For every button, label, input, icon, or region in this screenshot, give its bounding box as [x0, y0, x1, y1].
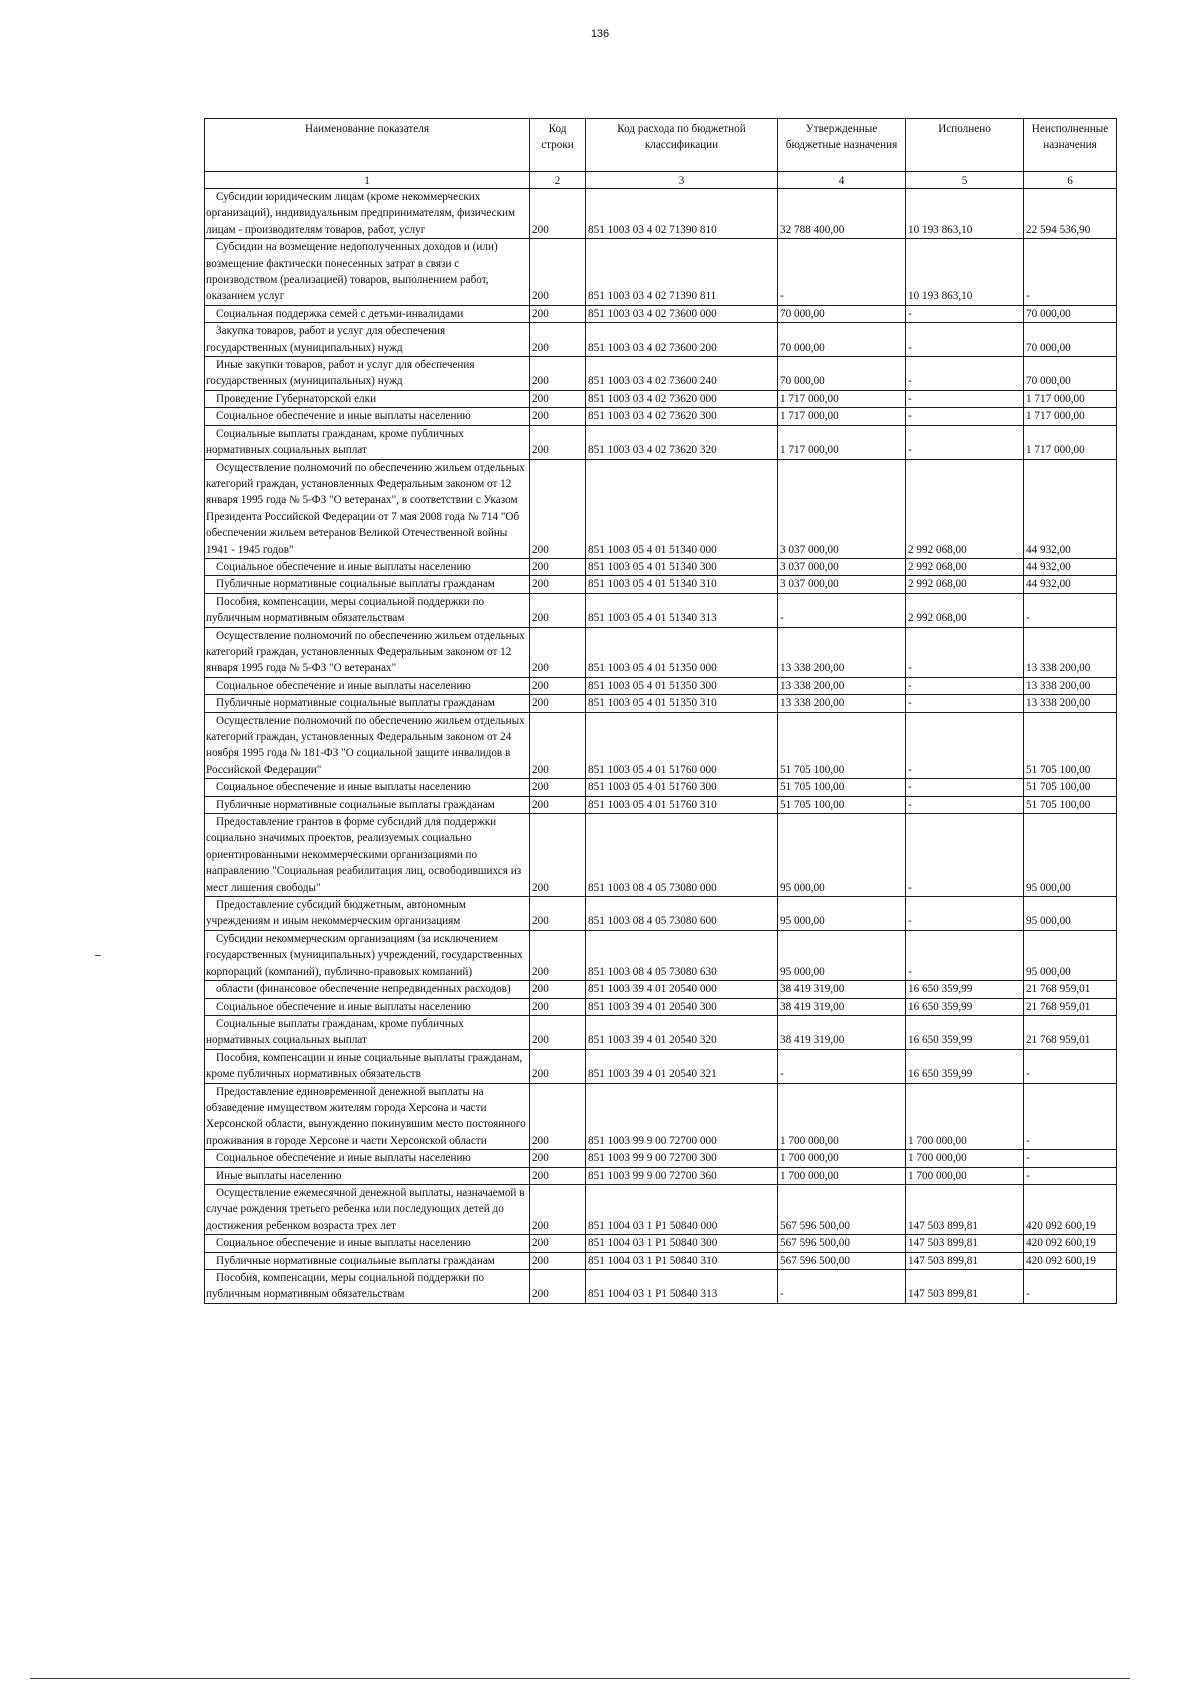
cell-unexecuted: 51 705 100,00 — [1024, 779, 1117, 796]
table-row — [205, 897, 1117, 931]
cell-approved: 1 717 000,00 — [778, 425, 906, 459]
table-row — [205, 998, 1117, 1015]
cell-approved: 3 037 000,00 — [778, 576, 906, 593]
cell-indicator-name: Предоставление субсидий бюджетным, автономным учреждениям и иным некоммерческим организациям — [205, 897, 530, 931]
cell-executed: 1 700 000,00 — [906, 1083, 1024, 1150]
cell-unexecuted: 95 000,00 — [1024, 930, 1117, 980]
cell-line-code: 200 — [530, 1270, 586, 1304]
cell-indicator-name: Социальное обеспечение и иные выплаты населению — [205, 1235, 530, 1252]
cell-approved: 70 000,00 — [778, 323, 906, 357]
cell-indicator-name: Пособия, компенсации и иные социальные выплаты гражданам, кроме публичных нормативных обязательств — [205, 1049, 530, 1083]
table-row — [205, 779, 1117, 796]
cell-budget-code: 851 1003 08 4 05 73080 000 — [586, 814, 778, 897]
column-number: 6 — [1024, 172, 1117, 189]
cell-indicator-name: Социальное обеспечение и иные выплаты населению — [205, 408, 530, 425]
cell-line-code: 200 — [530, 779, 586, 796]
cell-budget-code: 851 1004 03 1 P1 50840 310 — [586, 1252, 778, 1269]
table-row — [205, 930, 1117, 980]
cell-budget-code: 851 1003 03 4 02 73620 320 — [586, 425, 778, 459]
column-number: 2 — [530, 172, 586, 189]
cell-executed: 16 650 359,99 — [906, 998, 1024, 1015]
cell-executed: - — [906, 408, 1024, 425]
cell-budget-code: 851 1003 03 4 02 73600 000 — [586, 305, 778, 322]
cell-line-code: 200 — [530, 558, 586, 575]
cell-unexecuted: 51 705 100,00 — [1024, 712, 1117, 779]
cell-unexecuted: - — [1024, 239, 1117, 306]
cell-line-code: 200 — [530, 593, 586, 627]
cell-indicator-name: Публичные нормативные социальные выплаты гражданам — [205, 576, 530, 593]
cell-approved: 38 419 319,00 — [778, 981, 906, 998]
table-row — [205, 558, 1117, 575]
cell-budget-code: 851 1003 05 4 01 51340 313 — [586, 593, 778, 627]
cell-line-code: 200 — [530, 1167, 586, 1184]
header-unexecuted: Неисполненные назначения — [1024, 119, 1117, 172]
table-row — [205, 576, 1117, 593]
cell-unexecuted: - — [1024, 1270, 1117, 1304]
cell-executed: 16 650 359,99 — [906, 1015, 1024, 1049]
cell-indicator-name: Пособия, компенсации, меры социальной поддержки по публичным нормативным обязательствам — [205, 1270, 530, 1304]
cell-unexecuted: 420 092 600,19 — [1024, 1235, 1117, 1252]
cell-line-code: 200 — [530, 627, 586, 677]
cell-line-code: 200 — [530, 814, 586, 897]
cell-executed: 2 992 068,00 — [906, 593, 1024, 627]
cell-budget-code: 851 1004 03 1 P1 50840 000 — [586, 1184, 778, 1234]
cell-budget-code: 851 1003 99 9 00 72700 300 — [586, 1150, 778, 1167]
cell-indicator-name: Осуществление полномочий по обеспечению жильем отдельных категорий граждан, установленных Федеральным законом от 12 января 1995 года № 5-ФЗ "О ветеранах", в соответствии с Указом Президента Российской Федерации от 7 мая 2008 года № 714 "Об обеспечении жильем ветеранов Великой Отечественной войны 1941 - 1945 годов" — [205, 459, 530, 558]
cell-executed: 147 503 899,81 — [906, 1184, 1024, 1234]
cell-budget-code: 851 1003 05 4 01 51350 000 — [586, 627, 778, 677]
cell-unexecuted: 21 768 959,01 — [1024, 981, 1117, 998]
cell-indicator-name: Предоставление грантов в форме субсидий для поддержки социально значимых проектов, реализуемых социально ориентированными некоммерческими организациями по направлению "Социальная реабилитация лиц, освободившихся из мест лишения свободы" — [205, 814, 530, 897]
cell-approved: 95 000,00 — [778, 930, 906, 980]
cell-budget-code: 851 1003 03 4 02 73600 200 — [586, 323, 778, 357]
cell-approved: 567 596 500,00 — [778, 1252, 906, 1269]
table-row — [205, 1252, 1117, 1269]
table-header-row — [205, 119, 1117, 172]
cell-approved: 51 705 100,00 — [778, 779, 906, 796]
cell-line-code: 200 — [530, 390, 586, 407]
cell-executed: 147 503 899,81 — [906, 1235, 1024, 1252]
cell-line-code: 200 — [530, 357, 586, 391]
cell-indicator-name: Предоставление единовременной денежной выплаты на обзаведение имуществом жителям города Херсона и части Херсонской области, вынужденно покинувшим место постоянного проживания в городе Херсоне и части Херсонской области — [205, 1083, 530, 1150]
cell-executed: - — [906, 712, 1024, 779]
cell-line-code: 200 — [530, 695, 586, 712]
cell-executed: - — [906, 779, 1024, 796]
cell-approved: 3 037 000,00 — [778, 459, 906, 558]
header-approved: Утвержденные бюджетные назначения — [778, 119, 906, 172]
table-row — [205, 981, 1117, 998]
cell-executed: - — [906, 677, 1024, 694]
column-number: 3 — [586, 172, 778, 189]
cell-budget-code: 851 1003 39 4 01 20540 300 — [586, 998, 778, 1015]
cell-executed: 16 650 359,99 — [906, 1049, 1024, 1083]
cell-line-code: 200 — [530, 1235, 586, 1252]
header-indicator-name: Наименование показателя — [205, 119, 530, 172]
cell-line-code: 200 — [530, 1184, 586, 1234]
cell-executed: 2 992 068,00 — [906, 558, 1024, 575]
cell-line-code: 200 — [530, 981, 586, 998]
table-row — [205, 814, 1117, 897]
cell-line-code: 200 — [530, 1252, 586, 1269]
cell-unexecuted: 51 705 100,00 — [1024, 796, 1117, 813]
table-row — [205, 425, 1117, 459]
cell-indicator-name: Социальная поддержка семей с детьми-инвалидами — [205, 305, 530, 322]
table-row — [205, 712, 1117, 779]
cell-executed: 2 992 068,00 — [906, 576, 1024, 593]
table-row — [205, 357, 1117, 391]
cell-executed: - — [906, 390, 1024, 407]
cell-line-code: 200 — [530, 796, 586, 813]
cell-approved: 70 000,00 — [778, 305, 906, 322]
table-row — [205, 459, 1117, 558]
table-row — [205, 239, 1117, 306]
cell-unexecuted: 70 000,00 — [1024, 323, 1117, 357]
cell-budget-code: 851 1003 03 4 02 73620 300 — [586, 408, 778, 425]
table-row — [205, 408, 1117, 425]
cell-budget-code: 851 1003 05 4 01 51340 310 — [586, 576, 778, 593]
cell-budget-code: 851 1003 05 4 01 51340 000 — [586, 459, 778, 558]
cell-executed: 147 503 899,81 — [906, 1270, 1024, 1304]
cell-budget-code: 851 1003 99 9 00 72700 000 — [586, 1083, 778, 1150]
cell-executed: - — [906, 425, 1024, 459]
cell-indicator-name: Проведение Губернаторской елки — [205, 390, 530, 407]
table-row — [205, 677, 1117, 694]
cell-executed: - — [906, 930, 1024, 980]
cell-line-code: 200 — [530, 323, 586, 357]
cell-approved: - — [778, 1049, 906, 1083]
cell-line-code: 200 — [530, 189, 586, 239]
cell-executed: - — [906, 323, 1024, 357]
table-row — [205, 305, 1117, 322]
cell-approved: 51 705 100,00 — [778, 712, 906, 779]
cell-unexecuted: - — [1024, 593, 1117, 627]
header-budget-code: Код расхода по бюджетной классификации — [586, 119, 778, 172]
cell-approved: 1 717 000,00 — [778, 390, 906, 407]
column-number: 1 — [205, 172, 530, 189]
cell-approved: 95 000,00 — [778, 897, 906, 931]
table-row — [205, 1270, 1117, 1304]
cell-unexecuted: 13 338 200,00 — [1024, 627, 1117, 677]
cell-indicator-name: области (финансовое обеспечение непредвиденных расходов) — [205, 981, 530, 998]
cell-executed: - — [906, 357, 1024, 391]
cell-line-code: 200 — [530, 305, 586, 322]
cell-indicator-name: Публичные нормативные социальные выплаты гражданам — [205, 695, 530, 712]
table-row — [205, 189, 1117, 239]
cell-approved: 567 596 500,00 — [778, 1235, 906, 1252]
cell-approved: 1 700 000,00 — [778, 1083, 906, 1150]
cell-unexecuted: 44 932,00 — [1024, 558, 1117, 575]
cell-approved: 38 419 319,00 — [778, 998, 906, 1015]
cell-indicator-name: Иные выплаты населению — [205, 1167, 530, 1184]
cell-approved: 32 788 400,00 — [778, 189, 906, 239]
cell-executed: - — [906, 627, 1024, 677]
cell-line-code: 200 — [530, 576, 586, 593]
header-executed: Исполнено — [906, 119, 1024, 172]
budget-execution-table — [204, 118, 1117, 1304]
table-row — [205, 1083, 1117, 1150]
cell-approved: 1 700 000,00 — [778, 1150, 906, 1167]
cell-approved: 13 338 200,00 — [778, 677, 906, 694]
cell-unexecuted: 44 932,00 — [1024, 459, 1117, 558]
cell-budget-code: 851 1003 39 4 01 20540 000 — [586, 981, 778, 998]
cell-unexecuted: 22 594 536,90 — [1024, 189, 1117, 239]
cell-approved: 95 000,00 — [778, 814, 906, 897]
cell-executed: 2 992 068,00 — [906, 459, 1024, 558]
cell-indicator-name: Осуществление полномочий по обеспечению жильем отдельных категорий граждан, установленных Федеральным законом от 12 января 1995 года № 5-ФЗ "О ветеранах" — [205, 627, 530, 677]
cell-budget-code: 851 1003 05 4 01 51350 300 — [586, 677, 778, 694]
cell-indicator-name: Социальное обеспечение и иные выплаты населению — [205, 998, 530, 1015]
cell-indicator-name: Осуществление полномочий по обеспечению жильем отдельных категорий граждан, установленных Федеральным законом от 24 ноября 1995 года № 181-ФЗ "О социальной защите инвалидов в Российской Федерации" — [205, 712, 530, 779]
table-row — [205, 1184, 1117, 1234]
header-line-code: Код строки — [530, 119, 586, 172]
cell-budget-code: 851 1004 03 1 P1 50840 313 — [586, 1270, 778, 1304]
cell-unexecuted: - — [1024, 1049, 1117, 1083]
cell-budget-code: 851 1003 39 4 01 20540 320 — [586, 1015, 778, 1049]
cell-line-code: 200 — [530, 459, 586, 558]
cell-indicator-name: Субсидии некоммерческим организациям (за исключением государственных (муниципальных) учреждений, государственных корпораций (компаний), публично-правовых компаний) — [205, 930, 530, 980]
cell-unexecuted: 21 768 959,01 — [1024, 1015, 1117, 1049]
cell-budget-code: 851 1003 05 4 01 51350 310 — [586, 695, 778, 712]
cell-executed: 1 700 000,00 — [906, 1167, 1024, 1184]
cell-approved: 1 700 000,00 — [778, 1167, 906, 1184]
cell-executed: - — [906, 814, 1024, 897]
cell-budget-code: 851 1003 05 4 01 51760 000 — [586, 712, 778, 779]
cell-line-code: 200 — [530, 1150, 586, 1167]
cell-unexecuted: - — [1024, 1167, 1117, 1184]
cell-indicator-name: Субсидии юридическим лицам (кроме некоммерческих организаций), индивидуальным предпринимателям, физическим лицам - производителям товаров, работ, услуг — [205, 189, 530, 239]
cell-unexecuted: 95 000,00 — [1024, 814, 1117, 897]
cell-unexecuted: 70 000,00 — [1024, 357, 1117, 391]
cell-budget-code: 851 1003 05 4 01 51760 300 — [586, 779, 778, 796]
cell-unexecuted: 95 000,00 — [1024, 897, 1117, 931]
cell-budget-code: 851 1003 99 9 00 72700 360 — [586, 1167, 778, 1184]
page-bottom-rule — [30, 1678, 1130, 1679]
cell-line-code: 200 — [530, 897, 586, 931]
column-number: 4 — [778, 172, 906, 189]
column-number-row — [205, 172, 1117, 189]
cell-approved: - — [778, 239, 906, 306]
cell-unexecuted: - — [1024, 1083, 1117, 1150]
cell-line-code: 200 — [530, 1083, 586, 1150]
cell-indicator-name: Иные закупки товаров, работ и услуг для обеспечения государственных (муниципальных) нужд — [205, 357, 530, 391]
cell-unexecuted: 21 768 959,01 — [1024, 998, 1117, 1015]
cell-approved: 13 338 200,00 — [778, 627, 906, 677]
cell-indicator-name: Осуществление ежемесячной денежной выплаты, назначаемой в случае рождения третьего ребенка или последующих детей до достижения ребенком возраста трех лет — [205, 1184, 530, 1234]
cell-line-code: 200 — [530, 408, 586, 425]
table-row — [205, 695, 1117, 712]
cell-indicator-name: Социальное обеспечение и иные выплаты населению — [205, 779, 530, 796]
cell-budget-code: 851 1003 08 4 05 73080 600 — [586, 897, 778, 931]
cell-executed: - — [906, 796, 1024, 813]
cell-unexecuted: 420 092 600,19 — [1024, 1252, 1117, 1269]
cell-budget-code: 851 1003 05 4 01 51340 300 — [586, 558, 778, 575]
cell-unexecuted: 13 338 200,00 — [1024, 677, 1117, 694]
cell-indicator-name: Социальные выплаты гражданам, кроме публичных нормативных социальных выплат — [205, 425, 530, 459]
cell-budget-code: 851 1003 03 4 02 73620 000 — [586, 390, 778, 407]
table-row — [205, 390, 1117, 407]
cell-unexecuted: 1 717 000,00 — [1024, 425, 1117, 459]
cell-budget-code: 851 1004 03 1 P1 50840 300 — [586, 1235, 778, 1252]
cell-approved: 51 705 100,00 — [778, 796, 906, 813]
cell-indicator-name: Публичные нормативные социальные выплаты гражданам — [205, 796, 530, 813]
cell-unexecuted: 1 717 000,00 — [1024, 408, 1117, 425]
cell-budget-code: 851 1003 03 4 02 71390 810 — [586, 189, 778, 239]
table-row — [205, 796, 1117, 813]
cell-unexecuted: 1 717 000,00 — [1024, 390, 1117, 407]
table-row — [205, 1167, 1117, 1184]
table-body — [205, 189, 1117, 1304]
cell-approved: - — [778, 1270, 906, 1304]
cell-indicator-name: Социальное обеспечение и иные выплаты населению — [205, 558, 530, 575]
table-row — [205, 1235, 1117, 1252]
column-number: 5 — [906, 172, 1024, 189]
cell-executed: 147 503 899,81 — [906, 1252, 1024, 1269]
cell-budget-code: 851 1003 03 4 02 71390 811 — [586, 239, 778, 306]
cell-line-code: 200 — [530, 998, 586, 1015]
cell-executed: 10 193 863,10 — [906, 189, 1024, 239]
cell-budget-code: 851 1003 05 4 01 51760 310 — [586, 796, 778, 813]
page-number: 136 — [590, 28, 610, 40]
cell-approved: 3 037 000,00 — [778, 558, 906, 575]
cell-unexecuted: 420 092 600,19 — [1024, 1184, 1117, 1234]
cell-indicator-name: Социальные выплаты гражданам, кроме публичных нормативных социальных выплат — [205, 1015, 530, 1049]
cell-executed: 10 193 863,10 — [906, 239, 1024, 306]
cell-line-code: 200 — [530, 677, 586, 694]
cell-approved: 70 000,00 — [778, 357, 906, 391]
table-row — [205, 1015, 1117, 1049]
cell-unexecuted: 44 932,00 — [1024, 576, 1117, 593]
cell-unexecuted: - — [1024, 1150, 1117, 1167]
cell-executed: - — [906, 305, 1024, 322]
cell-budget-code: 851 1003 08 4 05 73080 630 — [586, 930, 778, 980]
cell-unexecuted: 13 338 200,00 — [1024, 695, 1117, 712]
cell-line-code: 200 — [530, 930, 586, 980]
table-row — [205, 1150, 1117, 1167]
cell-line-code: 200 — [530, 712, 586, 779]
cell-executed: - — [906, 897, 1024, 931]
cell-approved: 1 717 000,00 — [778, 408, 906, 425]
cell-executed: 16 650 359,99 — [906, 981, 1024, 998]
cell-line-code: 200 — [530, 1015, 586, 1049]
cell-indicator-name: Субсидии на возмещение недополученных доходов и (или) возмещение фактически понесенных затрат в связи с производством (реализацией) товаров, выполнением работ, оказанием услуг — [205, 239, 530, 306]
cell-executed: 1 700 000,00 — [906, 1150, 1024, 1167]
table-row — [205, 1049, 1117, 1083]
cell-approved: 38 419 319,00 — [778, 1015, 906, 1049]
cell-approved: 13 338 200,00 — [778, 695, 906, 712]
cell-approved: - — [778, 593, 906, 627]
cell-executed: - — [906, 695, 1024, 712]
cell-indicator-name: Социальное обеспечение и иные выплаты населению — [205, 677, 530, 694]
margin-dash — [95, 955, 101, 956]
cell-indicator-name: Закупка товаров, работ и услуг для обеспечения государственных (муниципальных) нужд — [205, 323, 530, 357]
cell-line-code: 200 — [530, 425, 586, 459]
cell-line-code: 200 — [530, 1049, 586, 1083]
cell-unexecuted: 70 000,00 — [1024, 305, 1117, 322]
table-row — [205, 593, 1117, 627]
cell-indicator-name: Пособия, компенсации, меры социальной поддержки по публичным нормативным обязательствам — [205, 593, 530, 627]
cell-approved: 567 596 500,00 — [778, 1184, 906, 1234]
cell-line-code: 200 — [530, 239, 586, 306]
table-row — [205, 323, 1117, 357]
cell-budget-code: 851 1003 03 4 02 73600 240 — [586, 357, 778, 391]
cell-budget-code: 851 1003 39 4 01 20540 321 — [586, 1049, 778, 1083]
cell-indicator-name: Социальное обеспечение и иные выплаты населению — [205, 1150, 530, 1167]
table-row — [205, 627, 1117, 677]
cell-indicator-name: Публичные нормативные социальные выплаты гражданам — [205, 1252, 530, 1269]
